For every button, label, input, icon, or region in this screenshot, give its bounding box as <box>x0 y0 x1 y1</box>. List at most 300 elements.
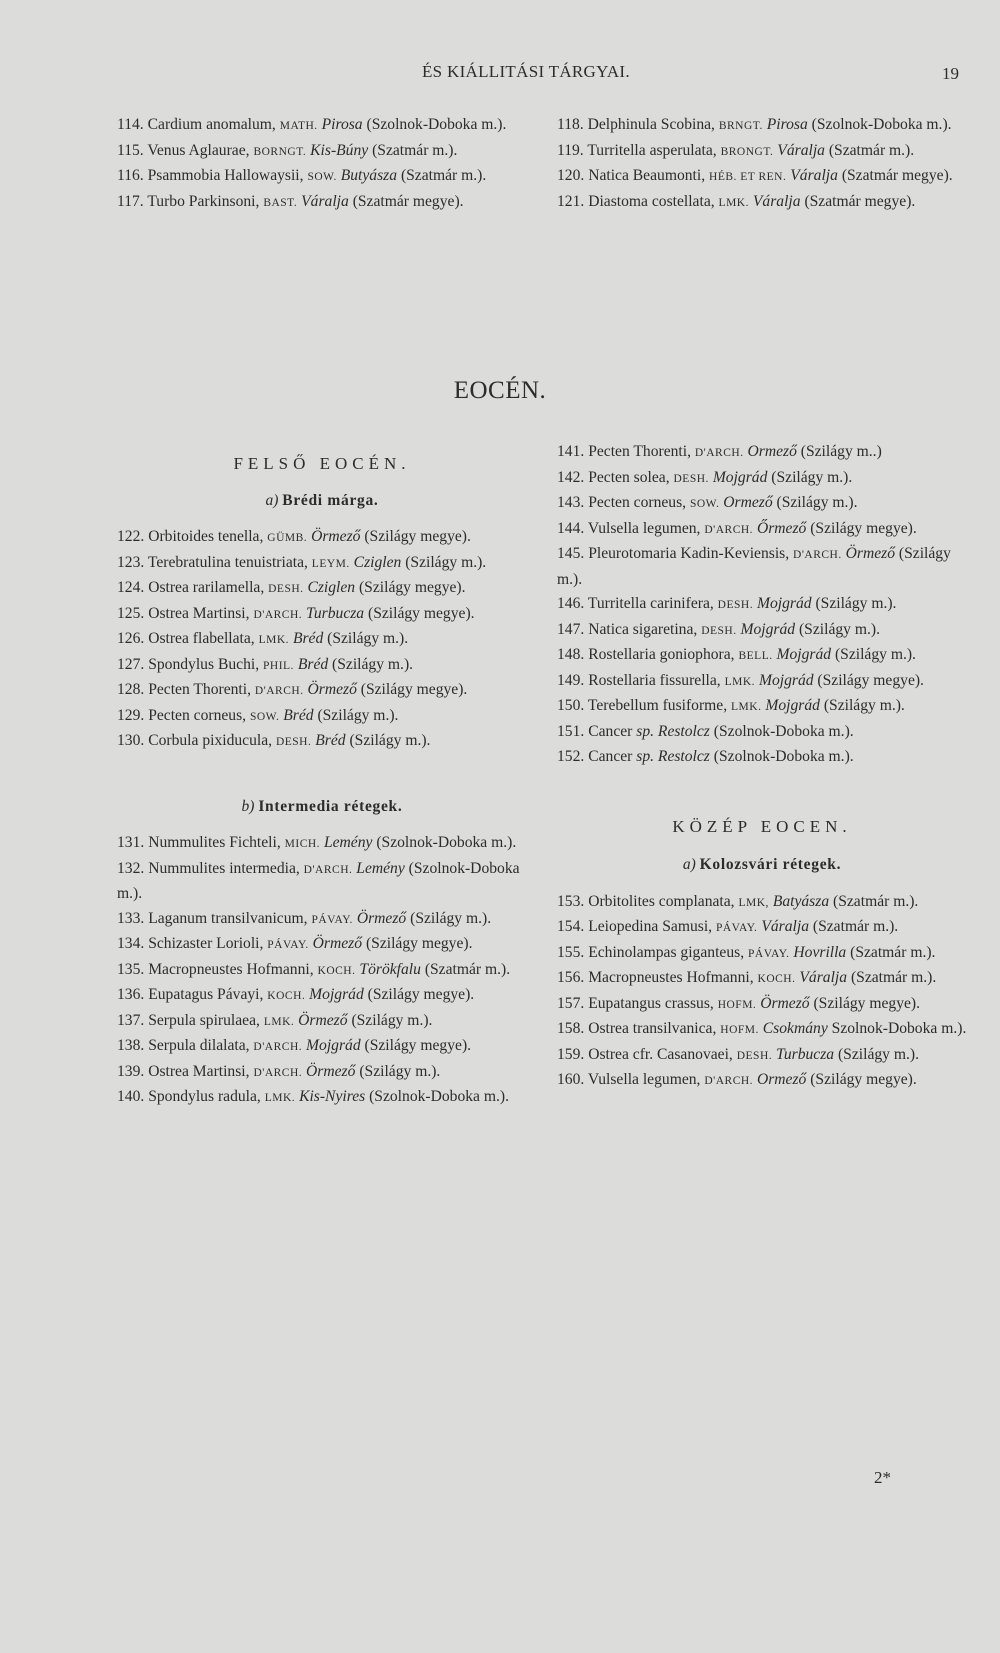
felso-eocen-heading: FELSŐ EOCÉN. <box>233 454 411 473</box>
author-abbrev: D'ARCH. <box>704 1075 754 1087</box>
species-name: Diastoma costellata, <box>584 192 719 210</box>
region: Szolnok-Doboka m.). <box>827 1020 967 1037</box>
locality: Bréd <box>315 732 346 749</box>
region: (Szilágy m.). <box>313 706 399 724</box>
species-name: Echinolampas giganteus, <box>584 943 748 961</box>
species-name: Rostellaria fissurella, <box>584 671 725 689</box>
entry-number: 154. <box>557 918 585 935</box>
region: (Szatmár m.). <box>846 943 936 961</box>
author-abbrev: PÁVAY. <box>715 922 758 934</box>
author-abbrev: LMK. <box>724 675 756 688</box>
region: (Szolnok-Doboka m.). <box>709 722 854 740</box>
species-name: Eupatangus crassus, <box>584 994 718 1012</box>
author-abbrev: HÉB. ET REN. <box>709 171 787 183</box>
region: (Szilágy m.). <box>795 620 880 638</box>
locality: Mojgrád <box>765 697 820 714</box>
catalog-entry <box>117 932 527 958</box>
locality: Örmező <box>312 935 363 952</box>
region: (Szilágy m.). <box>811 595 897 612</box>
region: (Szilágy megye). <box>355 579 466 596</box>
entry-number: 126. <box>117 630 145 647</box>
locality: Batyásza <box>772 892 830 910</box>
catalog-entry <box>557 1068 967 1094</box>
entry-number: 156. <box>557 969 585 986</box>
catalog-entry <box>557 966 967 992</box>
species-name: Natica sigaretina, <box>584 620 702 638</box>
intermedia-entries <box>117 831 527 1111</box>
species-name: Vulsella legumen, <box>584 1071 705 1088</box>
felso-continued-entries <box>557 440 967 771</box>
entry-number: 117. <box>117 192 144 210</box>
author-abbrev: SOW. <box>307 171 337 183</box>
species-name: Macropneustes Hofmanni, <box>584 969 758 986</box>
region: (Szatmár m.). <box>847 969 937 986</box>
author-abbrev: PÁVAY. <box>267 939 309 951</box>
entry-number: 151. <box>557 722 585 740</box>
catalog-entry <box>117 113 527 139</box>
author-abbrev: SOW. <box>249 710 280 723</box>
entry-number: 143. <box>557 494 585 511</box>
species-name: Ostrea cfr. Casanovaei, <box>584 1045 737 1063</box>
region: (Szilágy megye). <box>360 1037 472 1054</box>
region: (Szatmár m.). <box>829 892 919 910</box>
entry-number: 122. <box>117 528 145 545</box>
species-name: Turbo Parkinsoni, <box>143 192 264 210</box>
author-abbrev: SOW. <box>689 498 720 510</box>
author-abbrev: GÜMB. <box>267 532 308 544</box>
catalog-entry <box>117 729 527 755</box>
species-name: Leiopedina Samusi, <box>584 918 716 935</box>
author-abbrev: LMK, <box>738 896 769 909</box>
author-abbrev: HOFM. <box>720 1024 759 1036</box>
entry-number: 115. <box>117 141 144 159</box>
locality: Turbucza <box>306 604 365 622</box>
region: (Szilágy m.). <box>328 655 414 673</box>
catalog-entry <box>557 941 967 967</box>
author-abbrev: LMK. <box>731 701 762 713</box>
bredi-marga-entries <box>117 525 527 755</box>
region: (Szatmár megye). <box>800 192 916 210</box>
species-name: Turritella asperulata, <box>583 141 721 159</box>
catalog-entry <box>557 491 967 517</box>
felso-eocen-column <box>117 440 527 1111</box>
entry-number: 138. <box>117 1037 145 1054</box>
locality: Őrmező <box>756 519 807 537</box>
locality: Pirosa <box>321 116 363 133</box>
species-name: Terebellum fusiforme, <box>584 697 732 714</box>
catalog-entry <box>117 1034 527 1060</box>
author-abbrev: D'ARCH. <box>793 549 842 561</box>
species-name: Cancer <box>584 722 637 740</box>
author-abbrev: LEYM. <box>311 557 350 570</box>
locality: Váralja <box>301 192 349 210</box>
catalog-entry <box>117 525 527 551</box>
catalog-entry <box>557 113 967 139</box>
subheading-letter: b) <box>241 797 255 815</box>
locality: Ormező <box>756 1071 807 1088</box>
region: (Szilágy m.). <box>355 1062 441 1080</box>
species-name: Orbitoides tenella, <box>144 528 268 545</box>
entry-number: 148. <box>557 646 585 663</box>
entry-number: 152. <box>557 748 585 765</box>
species-name: Nummulites Fichteli, <box>144 834 285 851</box>
running-title: ÉS KIÁLLITÁSI TÁRGYAI. <box>422 62 630 81</box>
species-name: Orbitolites complanata, <box>584 892 739 910</box>
region: (Szilágy m.). <box>345 732 431 749</box>
entry-number: 141. <box>557 443 585 460</box>
locality: Butyásza <box>340 167 398 184</box>
author-abbrev: DESH. <box>673 472 709 485</box>
locality: Csokmány <box>762 1020 828 1037</box>
catalog-entry <box>117 164 527 190</box>
right-bottom-column <box>557 440 967 1094</box>
subheading-name: Kolozsvári rétegek. <box>699 856 842 873</box>
entry-number: 121. <box>557 192 585 210</box>
subheading-name: Intermedia rétegek. <box>258 797 403 815</box>
locality: Váralja <box>790 167 838 184</box>
entry-number: 149. <box>557 671 585 689</box>
region: (Szatmár megye). <box>348 192 464 210</box>
species-name: Ostrea Martinsi, <box>144 1062 254 1080</box>
author-abbrev: BORNGT. <box>253 145 307 158</box>
author-abbrev: DESH. <box>717 599 754 611</box>
catalog-entry <box>117 1009 527 1035</box>
entry-number: 146. <box>557 595 585 612</box>
author-abbrev: DESH. <box>736 1049 773 1062</box>
region: (Szatmár m.). <box>420 960 511 978</box>
entry-number: 119. <box>557 141 584 159</box>
region: (Szatmár m.). <box>809 918 899 935</box>
author-abbrev: LMK. <box>263 1015 295 1028</box>
author-abbrev: D'ARCH. <box>253 1041 303 1053</box>
author-abbrev: BAST. <box>263 196 298 209</box>
region: (Szilágy megye). <box>806 1071 917 1088</box>
region: (Szilágy m.). <box>323 630 409 647</box>
locality: Ormező <box>747 443 797 460</box>
species-name: Cancer <box>584 748 637 765</box>
locality: Örmező <box>845 545 896 562</box>
region: (Szilágy megye). <box>364 604 475 622</box>
catalog-entry <box>117 602 527 628</box>
top-right-column <box>557 113 967 215</box>
region: (Szilágy m..) <box>796 443 882 460</box>
entry-number: 147. <box>557 620 585 638</box>
catalog-entry <box>117 678 527 704</box>
region: (Szilágy megye). <box>362 935 473 952</box>
region: (Szolnok-Doboka m.). <box>709 748 854 765</box>
catalog-entry <box>117 983 527 1009</box>
entry-number: 135. <box>117 960 145 978</box>
kolozsvari-subheading <box>557 853 967 878</box>
species-name: Pecten corneus, <box>144 706 250 724</box>
entry-number: 137. <box>117 1011 145 1029</box>
region: (Szolnok-Doboka m.). <box>362 116 507 133</box>
catalog-entry <box>557 139 967 165</box>
author-abbrev: BELL. <box>738 650 773 662</box>
locality: sp. Restolcz <box>636 748 710 765</box>
subheading-letter: a) <box>682 856 696 873</box>
species-name: Ostrea flabellata, <box>144 630 259 647</box>
locality: Turbucza <box>776 1045 835 1063</box>
catalog-entry <box>117 653 527 679</box>
region: (Szilágy m.). <box>401 553 487 571</box>
catalog-entry <box>557 643 967 669</box>
author-abbrev: LMK. <box>264 1092 296 1104</box>
region: (Szilágy m.). <box>834 1045 919 1063</box>
entry-number: 116. <box>117 167 144 184</box>
catalog-entry <box>557 694 967 720</box>
species-name: Pecten Thorenti, <box>584 443 695 460</box>
catalog-entry <box>557 890 967 916</box>
entry-number: 127. <box>117 655 145 673</box>
region: (Szilágy megye). <box>806 519 917 537</box>
catalog-entry <box>557 190 967 216</box>
locality: Cziglen <box>307 579 356 596</box>
catalog-entry <box>117 1085 527 1111</box>
author-abbrev: D'ARCH. <box>704 523 754 536</box>
region: (Szilágy m.). <box>767 468 853 486</box>
species-name: Eupatagus Pávayi, <box>144 986 268 1003</box>
entry-number: 157. <box>557 994 585 1012</box>
author-abbrev: PÁVAY. <box>748 947 790 960</box>
kolozsvari-entries <box>557 890 967 1094</box>
catalog-entry <box>117 907 527 933</box>
region: (Szolnok-Doboka m.). <box>372 834 517 851</box>
author-abbrev: DESH. <box>275 736 312 748</box>
catalog-entry <box>117 190 527 216</box>
region: (Szilágy m.). <box>819 697 905 714</box>
species-name: Corbula pixiducula, <box>144 732 276 749</box>
species-name: Spondylus radula, <box>144 1088 265 1105</box>
catalog-entry <box>557 992 967 1018</box>
catalog-entry <box>117 857 527 907</box>
top-left-column <box>117 113 527 215</box>
catalog-entry <box>117 831 527 857</box>
author-abbrev: BRONGT. <box>720 145 774 158</box>
catalog-entry <box>557 915 967 941</box>
entry-number: 160. <box>557 1071 585 1088</box>
locality: Mojgrád <box>309 986 364 1003</box>
species-name: Ostrea Martinsi, <box>144 604 254 622</box>
locality: Váralja <box>761 918 809 935</box>
locality: Mojgrád <box>306 1037 361 1054</box>
catalog-entry <box>557 745 967 771</box>
region: (Szilágy megye). <box>809 994 921 1012</box>
locality: Örmező <box>356 909 407 927</box>
author-abbrev: LMK. <box>718 196 749 209</box>
entry-number: 150. <box>557 697 585 714</box>
catalog-entry <box>557 466 967 492</box>
species-name: Laganum transilvanicum, <box>144 909 312 927</box>
region: (Szilágy m.). <box>557 545 951 588</box>
locality: Kis-Búny <box>310 141 369 159</box>
author-abbrev: D'ARCH. <box>253 608 303 621</box>
entry-number: 139. <box>117 1062 145 1080</box>
catalog-entry <box>117 139 527 165</box>
locality: Hovrilla <box>793 943 847 961</box>
species-name: Cardium anomalum, <box>143 116 280 133</box>
locality: Kis-Nyires <box>299 1088 366 1105</box>
locality: Váralja <box>777 141 825 159</box>
entry-number: 131. <box>117 834 145 851</box>
species-name: Schizaster Lorioli, <box>144 935 268 952</box>
entry-number: 155. <box>557 943 585 961</box>
author-abbrev: BRNGT. <box>718 120 763 132</box>
page-number: 19 <box>942 64 959 83</box>
species-name: Vulsella legumen, <box>584 519 705 537</box>
region: (Szilágy megye). <box>363 986 475 1003</box>
region: (Szilágy megye). <box>813 671 924 689</box>
region: (Szatmár m.). <box>397 167 487 184</box>
catalog-entry <box>557 669 967 695</box>
entry-number: 124. <box>117 579 145 596</box>
region: (Szatmár megye). <box>837 167 953 184</box>
locality: Örmező <box>760 994 810 1012</box>
locality: Örmező <box>311 528 361 545</box>
locality: Örmező <box>298 1011 348 1029</box>
locality: Ormező <box>723 494 773 511</box>
subheading-name: Brédi márga. <box>282 491 379 509</box>
author-abbrev: KOCH. <box>757 973 796 985</box>
catalog-entry <box>557 542 967 592</box>
species-name: Macropneustes Hofmanni, <box>144 960 318 978</box>
species-name: Ostrea transilvanica, <box>584 1020 721 1037</box>
author-abbrev: D'ARCH. <box>694 447 744 459</box>
locality: Mojgrád <box>758 671 814 689</box>
species-name: Ostrea rarilamella, <box>144 579 269 596</box>
catalog-entry <box>557 164 967 190</box>
entry-number: 128. <box>117 681 145 698</box>
locality: Mojgrád <box>712 468 768 486</box>
locality: Törökfalu <box>359 960 421 978</box>
locality: Lemény <box>323 834 373 851</box>
author-abbrev: HOFM. <box>717 998 757 1011</box>
entry-number: 132. <box>117 859 145 877</box>
region: (Szilágy m.). <box>831 646 916 663</box>
species-name: Rostellaria goniophora, <box>584 646 739 663</box>
catalog-entry <box>117 551 527 577</box>
locality: Bréd <box>297 655 329 673</box>
entry-number: 125. <box>117 604 145 622</box>
entry-number: 144. <box>557 519 585 537</box>
entry-number: 123. <box>117 553 145 571</box>
intermedia-subheading <box>117 795 527 820</box>
catalog-entry <box>117 958 527 984</box>
locality: Örmező <box>307 681 357 698</box>
author-abbrev: LMK. <box>258 634 290 646</box>
entry-number: 130. <box>117 732 145 749</box>
region: (Szolnok-Doboka m.). <box>117 859 520 902</box>
entry-number: 140. <box>117 1088 145 1105</box>
locality: Bréd <box>292 630 324 647</box>
locality: Cziglen <box>353 553 402 571</box>
locality: Mojgrád <box>740 620 796 638</box>
entry-number: 133. <box>117 909 145 927</box>
species-name: Pecten solea, <box>584 468 674 486</box>
species-name: Serpula dilalata, <box>144 1037 254 1054</box>
locality: Pirosa <box>766 116 808 133</box>
entry-number: 153. <box>557 892 585 910</box>
species-name: Pecten corneus, <box>584 494 690 511</box>
catalog-entry <box>557 618 967 644</box>
species-name: Natica Beaumonti, <box>584 167 710 184</box>
catalog-entry <box>557 592 967 618</box>
author-abbrev: PÁVAY. <box>311 913 353 926</box>
region: (Szolnok-Doboka m.). <box>365 1088 509 1105</box>
author-abbrev: KOCH. <box>317 964 356 977</box>
author-abbrev: D'ARCH. <box>253 1066 303 1079</box>
author-abbrev: PHIL. <box>263 659 294 672</box>
species-name: Nummulites intermedia, <box>144 859 304 877</box>
locality: Örmező <box>306 1062 356 1080</box>
region: (Szilágy megye). <box>360 528 471 545</box>
species-name: Turritella carinifera, <box>584 595 718 612</box>
locality: Bréd <box>283 706 314 724</box>
region: (Szatmár m.). <box>368 141 458 159</box>
catalog-entry <box>557 1017 967 1043</box>
entry-number: 145. <box>557 545 585 562</box>
region: (Szilágy m.). <box>406 909 492 927</box>
species-name: Terebratulina tenuistriata, <box>144 553 312 571</box>
locality: Váralja <box>799 969 848 986</box>
entry-number: 159. <box>557 1045 585 1063</box>
species-name: Psammobia Hallowaysii, <box>143 167 308 184</box>
author-abbrev: D'ARCH. <box>254 685 304 697</box>
entry-number: 120. <box>557 167 585 184</box>
species-name: Pleurotomaria Kadin-Keviensis, <box>584 545 794 562</box>
region: (Szilágy m.). <box>347 1011 433 1029</box>
species-name: Serpula spirulaea, <box>144 1011 264 1029</box>
catalog-entry <box>557 440 967 466</box>
locality: Lemény <box>356 859 405 877</box>
region: (Szatmár m.). <box>824 141 915 159</box>
signature-mark: 2* <box>874 1468 891 1487</box>
locality: sp. Restolcz <box>636 722 710 740</box>
entry-number: 114. <box>117 116 144 133</box>
eocen-heading: EOCÉN. <box>453 377 547 404</box>
locality: Mojgrád <box>756 595 812 612</box>
species-name: Venus Aglaurae, <box>143 141 254 159</box>
entry-number: 142. <box>557 468 585 486</box>
catalog-entry <box>117 627 527 653</box>
author-abbrev: D'ARCH. <box>303 863 353 876</box>
species-name: Pecten Thorenti, <box>144 681 255 698</box>
author-abbrev: KOCH. <box>267 990 306 1002</box>
catalog-entry <box>117 704 527 730</box>
entry-number: 158. <box>557 1020 585 1037</box>
kozep-eocen-heading: KÖZÉP EOCEN. <box>672 816 852 836</box>
species-name: Spondylus Buchi, <box>144 655 263 673</box>
region: (Szilágy m.). <box>772 494 858 511</box>
locality: Mojgrád <box>776 646 832 663</box>
region: (Szolnok-Doboka m.). <box>807 116 952 133</box>
catalog-entry <box>117 1060 527 1086</box>
author-abbrev: DESH. <box>701 624 737 637</box>
entry-number: 134. <box>117 935 145 952</box>
entry-number: 136. <box>117 986 145 1003</box>
bredi-marga-subheading <box>117 489 527 514</box>
subheading-letter: a) <box>265 491 279 509</box>
catalog-entry <box>557 1043 967 1069</box>
catalog-entry <box>557 517 967 543</box>
author-abbrev: MICH. <box>284 838 321 850</box>
region: (Szilágy megye). <box>356 681 468 698</box>
author-abbrev: DESH. <box>268 583 304 595</box>
catalog-entry <box>117 576 527 602</box>
locality: Váralja <box>752 192 801 210</box>
species-name: Delphinula Scobina, <box>583 116 719 133</box>
entry-number: 118. <box>557 116 584 133</box>
